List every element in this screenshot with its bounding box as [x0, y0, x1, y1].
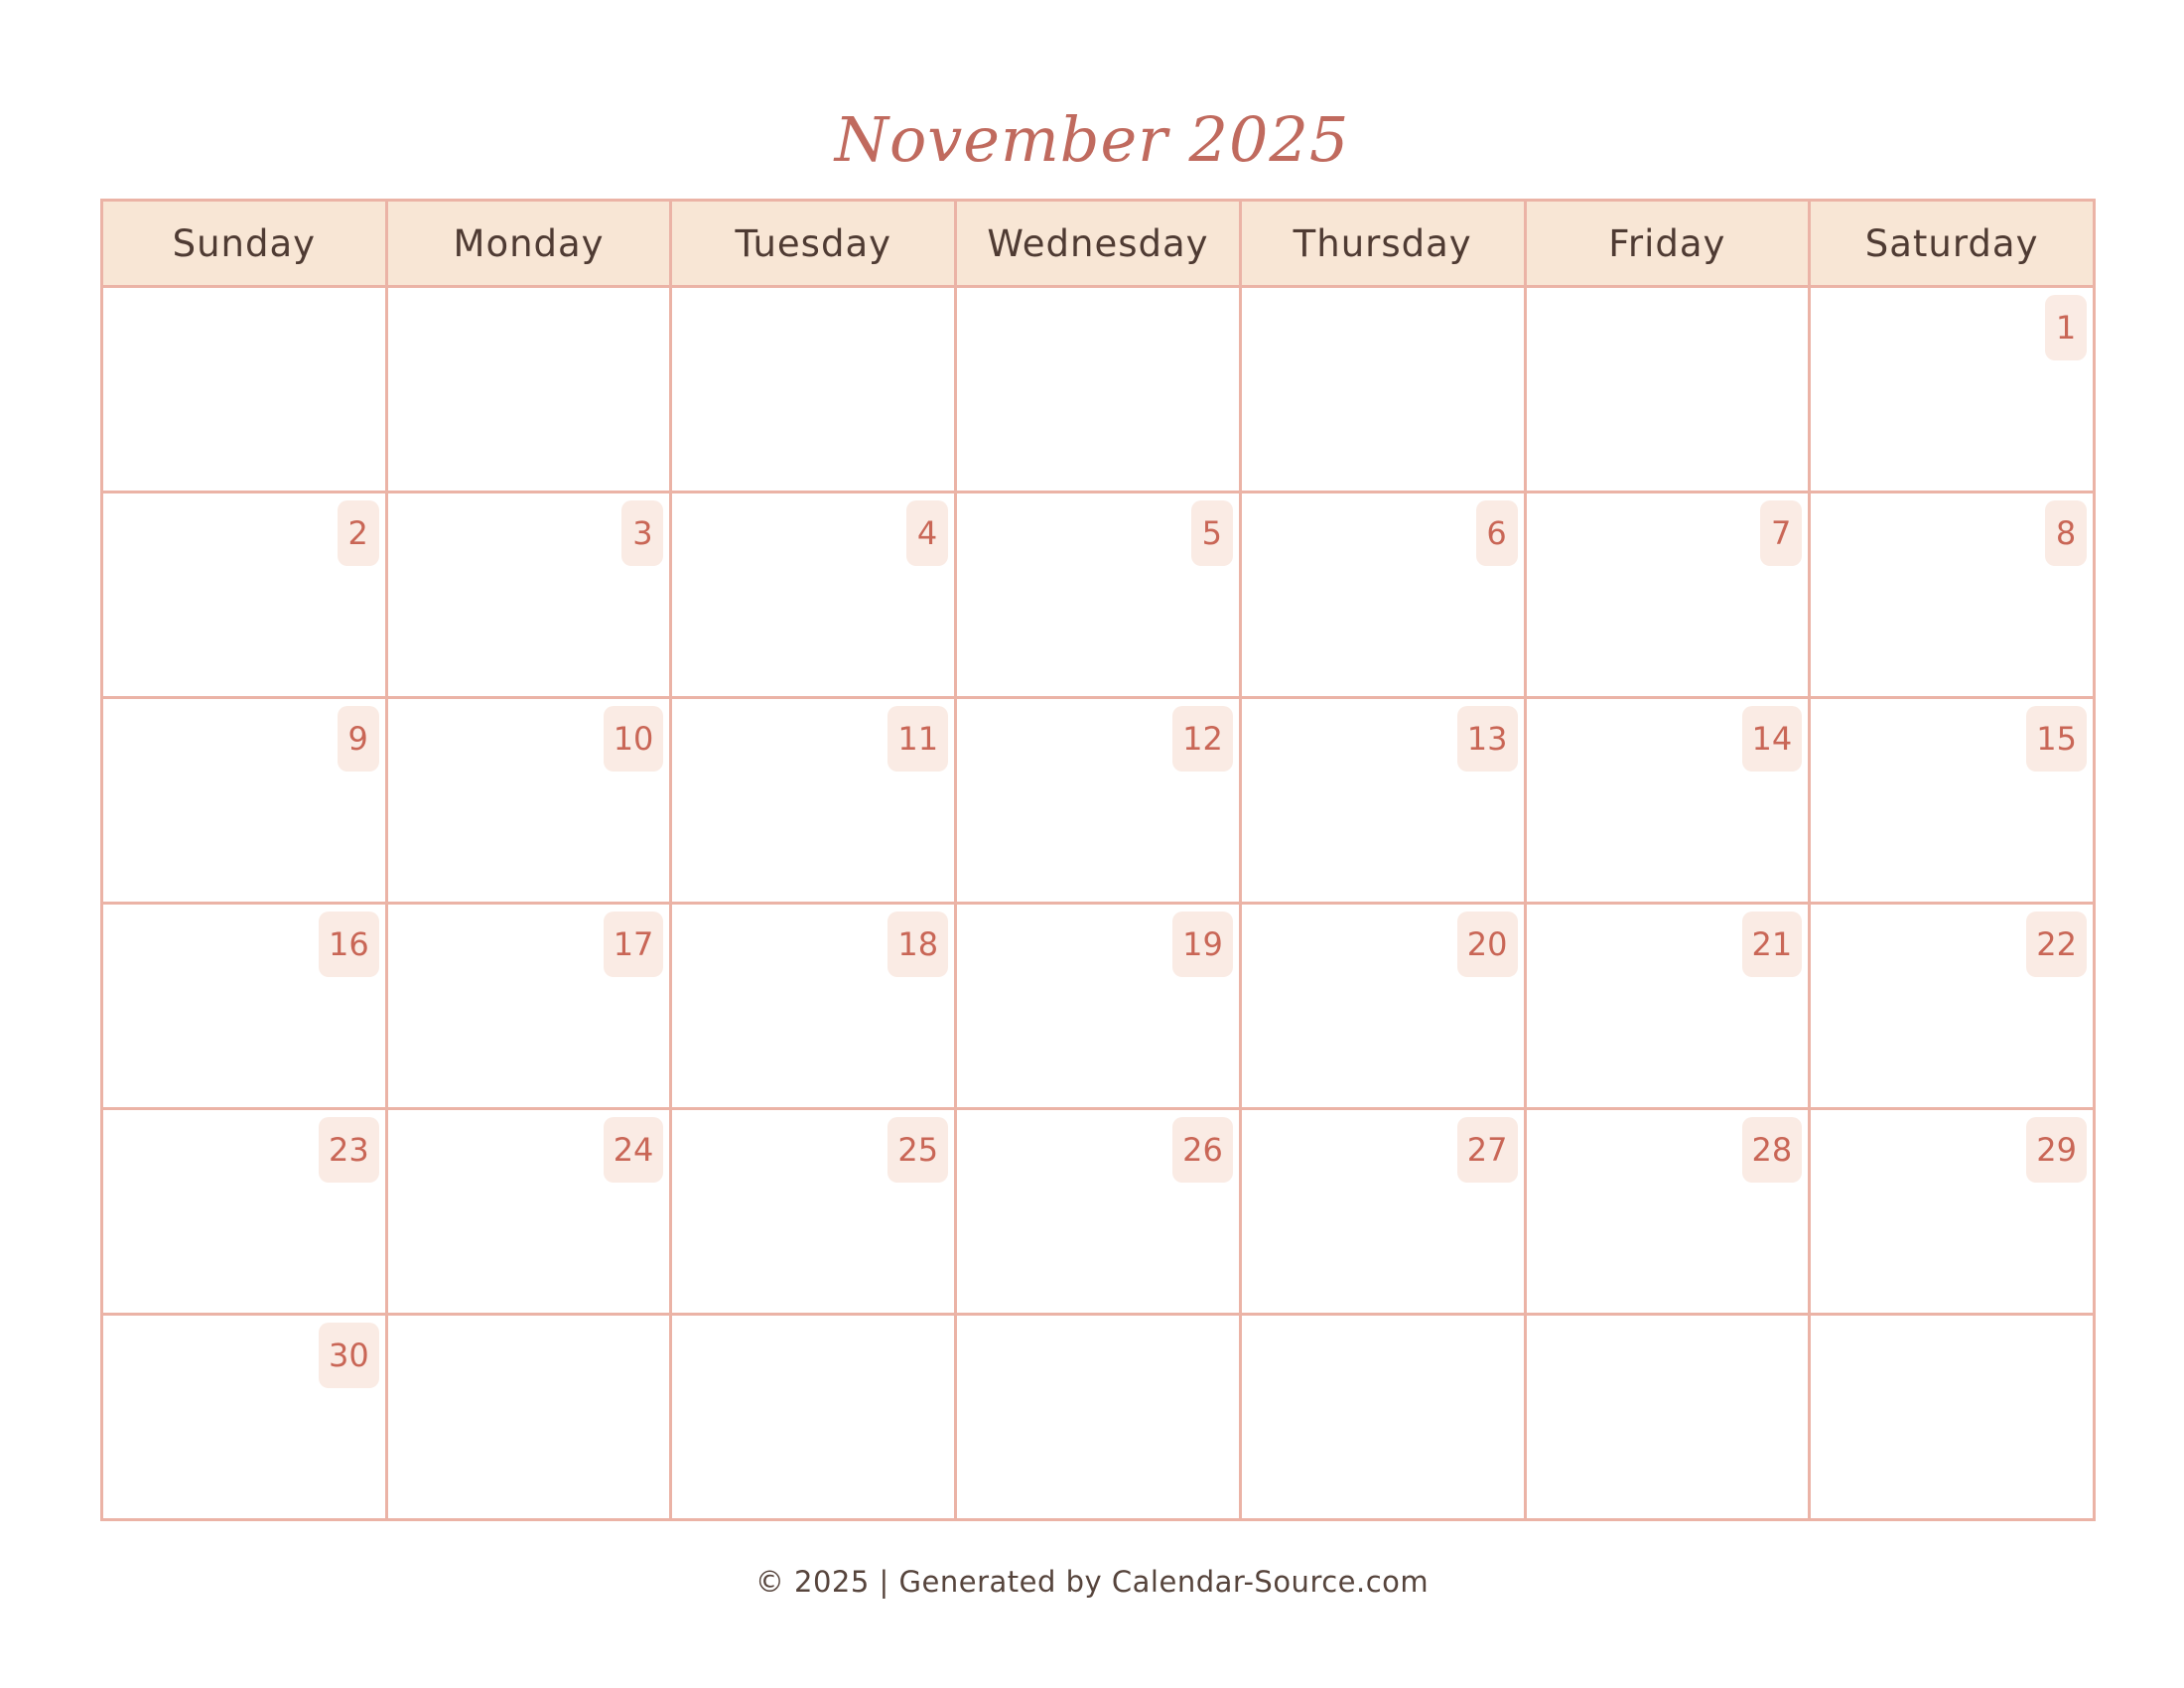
day-number: 21 [1742, 912, 1803, 977]
day-number: 10 [604, 706, 664, 772]
day-cell [671, 1109, 956, 1315]
day-cell [102, 287, 387, 492]
day-number: 8 [2045, 500, 2087, 566]
day-number: 20 [1457, 912, 1518, 977]
day-cell [1525, 1109, 1810, 1315]
day-cell [386, 904, 671, 1109]
week-row [102, 1109, 2095, 1315]
day-cell [1240, 1109, 1525, 1315]
day-number: 28 [1742, 1117, 1803, 1183]
day-number: 16 [319, 912, 379, 977]
day-cell [386, 1315, 671, 1520]
day-number: 2 [338, 500, 379, 566]
day-cell [1810, 1109, 2095, 1315]
day-number: 26 [1172, 1117, 1233, 1183]
weekday-wednesday: Wednesday [956, 201, 1241, 287]
day-number: 23 [319, 1117, 379, 1183]
day-number: 27 [1457, 1117, 1518, 1183]
day-cell [102, 904, 387, 1109]
day-cell [671, 698, 956, 904]
day-cell [386, 698, 671, 904]
weekday-thursday: Thursday [1240, 201, 1525, 287]
weekday-monday: Monday [386, 201, 671, 287]
weekday-tuesday: Tuesday [671, 201, 956, 287]
day-cell [102, 1315, 387, 1520]
day-cell [1525, 492, 1810, 698]
day-number: 1 [2045, 295, 2087, 360]
day-cell [671, 287, 956, 492]
day-cell [671, 492, 956, 698]
day-number: 6 [1476, 500, 1518, 566]
week-row [102, 904, 2095, 1109]
weekday-friday: Friday [1525, 201, 1810, 287]
day-number: 29 [2026, 1117, 2087, 1183]
day-cell [956, 492, 1241, 698]
day-cell [1525, 1315, 1810, 1520]
day-cell [671, 1315, 956, 1520]
day-cell [1810, 1315, 2095, 1520]
day-number: 17 [604, 912, 664, 977]
weekday-saturday: Saturday [1810, 201, 2095, 287]
day-number: 13 [1457, 706, 1518, 772]
day-cell [956, 904, 1241, 1109]
weekday-header-row [102, 201, 2095, 287]
day-cell [386, 1109, 671, 1315]
calendar-title: November 2025 [834, 103, 1350, 176]
day-number: 12 [1172, 706, 1233, 772]
day-cell [1240, 1315, 1525, 1520]
day-cell [386, 287, 671, 492]
day-number: 9 [338, 706, 379, 772]
day-number: 24 [604, 1117, 664, 1183]
day-cell [956, 1315, 1241, 1520]
day-number: 22 [2026, 912, 2087, 977]
day-number: 3 [621, 500, 663, 566]
day-cell [956, 1109, 1241, 1315]
week-row [102, 287, 2095, 492]
day-cell [1525, 904, 1810, 1109]
day-cell [1525, 287, 1810, 492]
day-cell [1810, 698, 2095, 904]
day-cell [956, 287, 1241, 492]
day-number: 7 [1760, 500, 1802, 566]
day-cell [1810, 904, 2095, 1109]
day-cell [102, 492, 387, 698]
day-cell [1525, 698, 1810, 904]
week-row [102, 1315, 2095, 1520]
day-cell [1240, 904, 1525, 1109]
week-row [102, 698, 2095, 904]
day-number: 19 [1172, 912, 1233, 977]
day-number: 18 [887, 912, 948, 977]
day-cell [1240, 492, 1525, 698]
day-cell [102, 1109, 387, 1315]
weekday-sunday: Sunday [102, 201, 387, 287]
day-cell [956, 698, 1241, 904]
day-number: 30 [319, 1323, 379, 1388]
day-number: 14 [1742, 706, 1803, 772]
day-cell [386, 492, 671, 698]
footer-credit: © 2025 | Generated by Calendar-Source.com [754, 1565, 1430, 1599]
day-cell [1810, 287, 2095, 492]
day-cell [671, 904, 956, 1109]
month-grid [100, 199, 2096, 1521]
day-number: 4 [906, 500, 948, 566]
day-cell [1240, 287, 1525, 492]
day-number: 5 [1191, 500, 1233, 566]
day-number: 11 [887, 706, 948, 772]
day-number: 25 [887, 1117, 948, 1183]
day-number: 15 [2026, 706, 2087, 772]
day-cell [1240, 698, 1525, 904]
week-row [102, 492, 2095, 698]
day-cell [1810, 492, 2095, 698]
day-cell [102, 698, 387, 904]
